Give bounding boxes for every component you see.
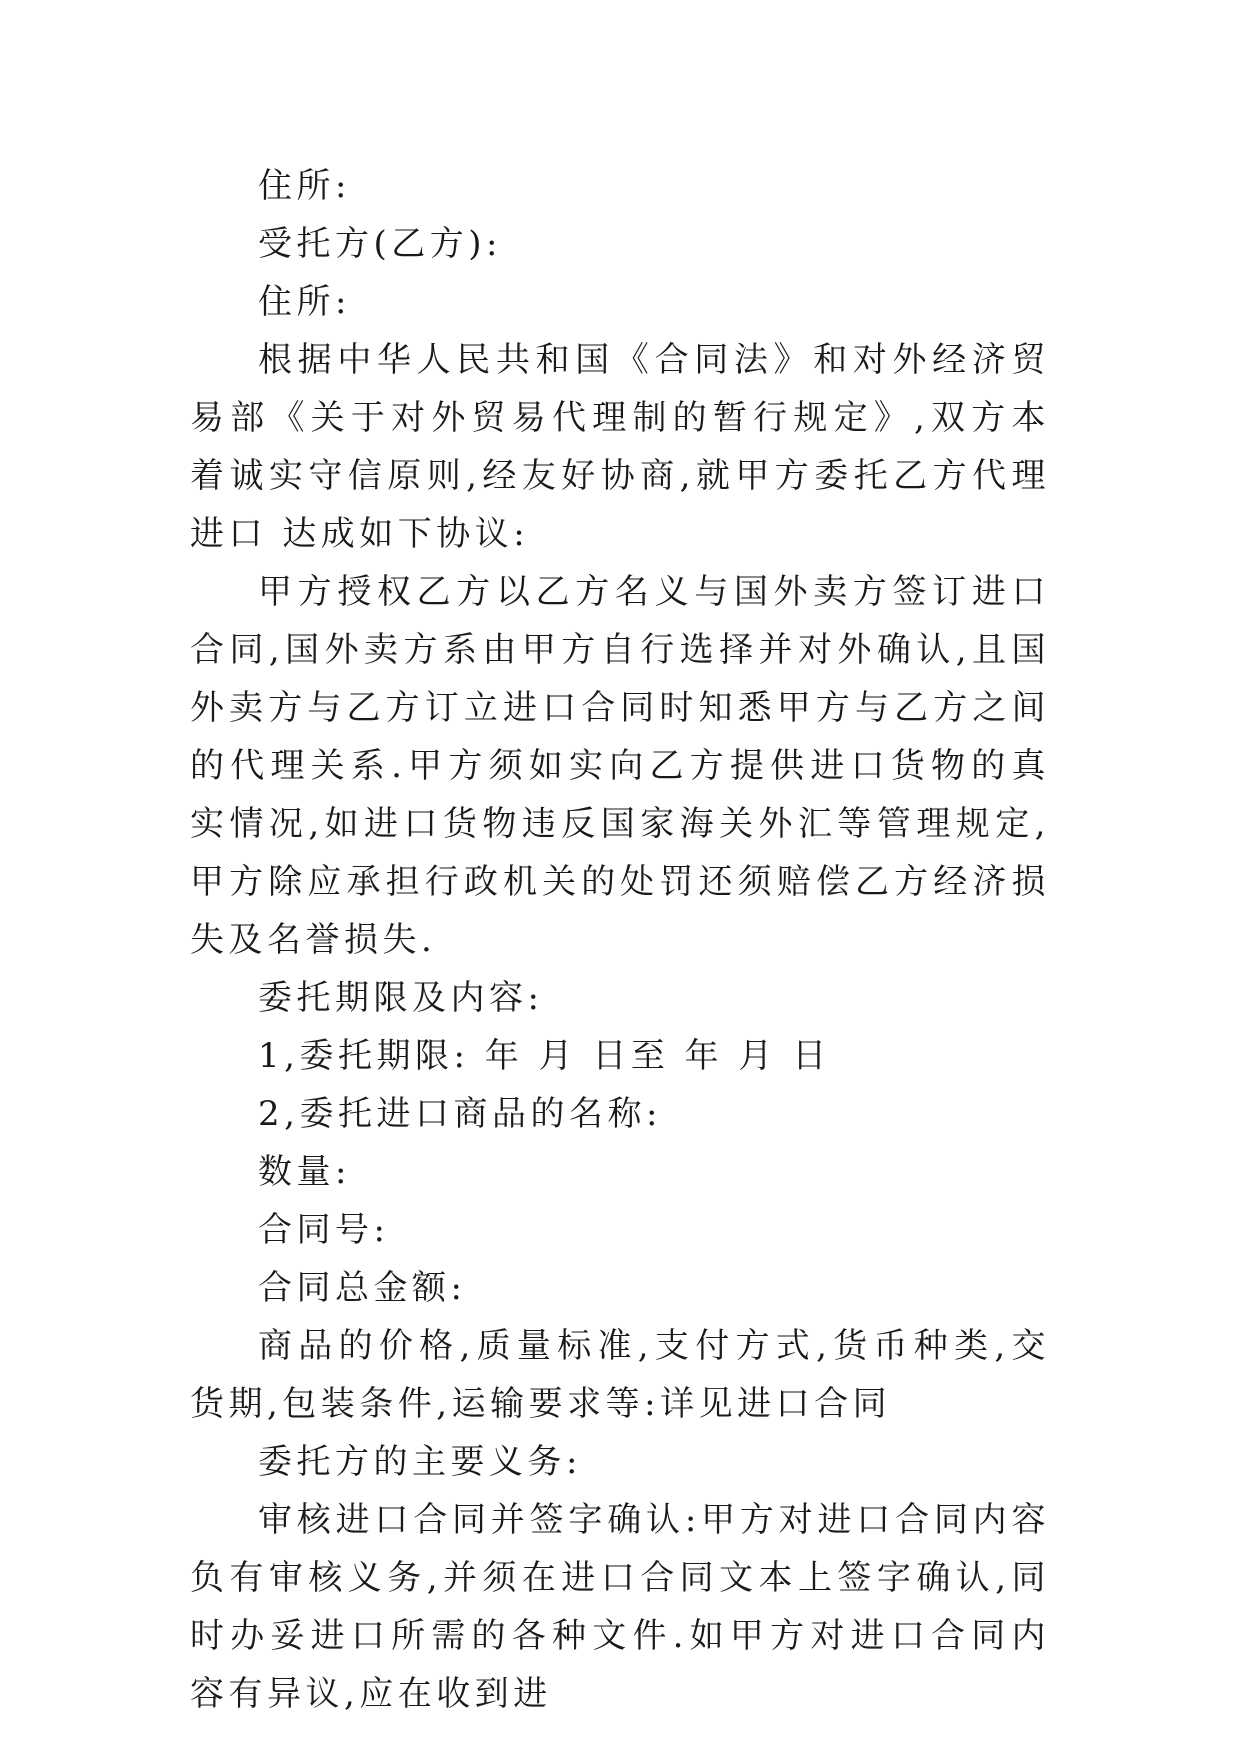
section-heading-term-content: 委托期限及内容: xyxy=(258,978,544,1018)
quantity-line: 数量: xyxy=(258,1152,351,1192)
contract-number-line: 合同号: xyxy=(258,1210,390,1250)
address-line-trustee: 住所: xyxy=(258,282,351,322)
section-heading-client-obligations: 委托方的主要义务: xyxy=(258,1442,582,1482)
document-body xyxy=(190,157,1050,1723)
contract-amount-line: 合同总金额: xyxy=(258,1268,467,1308)
goods-name-line: 2,委托进口商品的名称: xyxy=(258,1094,662,1134)
authorization-paragraph: 甲方授权乙方以乙方名义与国外卖方签订进口合同,国外卖方系由甲方自行选择并对外确认,且国外卖方与乙方订立进口合同时知悉甲方与乙方之间的代理关系.甲方须如实向乙方提供进口货物的真实情况,如进口货物违反国家海关外汇等管理规定,甲方除应承担行政机关的处罚还须赔偿乙方经济损失及名誉损失. xyxy=(190,572,1050,960)
trustee-party-line: 受托方(乙方): xyxy=(258,224,502,264)
term-period-line: 1,委托期限: 年 月 日至 年 月 日 xyxy=(258,1036,831,1076)
address-line-client: 住所: xyxy=(258,166,351,206)
review-contract-paragraph: 审核进口合同并签字确认:甲方对进口合同内容负有审核义务,并须在进口合同文本上签字确认,同时办妥进口所需的各种文件.如甲方对进口合同内容有异议,应在收到进 xyxy=(190,1500,1050,1714)
goods-terms-paragraph: 商品的价格,质量标准,支付方式,货币种类,交货期,包装条件,运输要求等:详见进口合同 xyxy=(190,1326,1050,1424)
preamble-paragraph: 根据中华人民共和国《合同法》和对外经济贸易部《关于对外贸易代理制的暂行规定》,双方本着诚实守信原则,经友好协商,就甲方委托乙方代理进口 达成如下协议: xyxy=(190,340,1050,554)
